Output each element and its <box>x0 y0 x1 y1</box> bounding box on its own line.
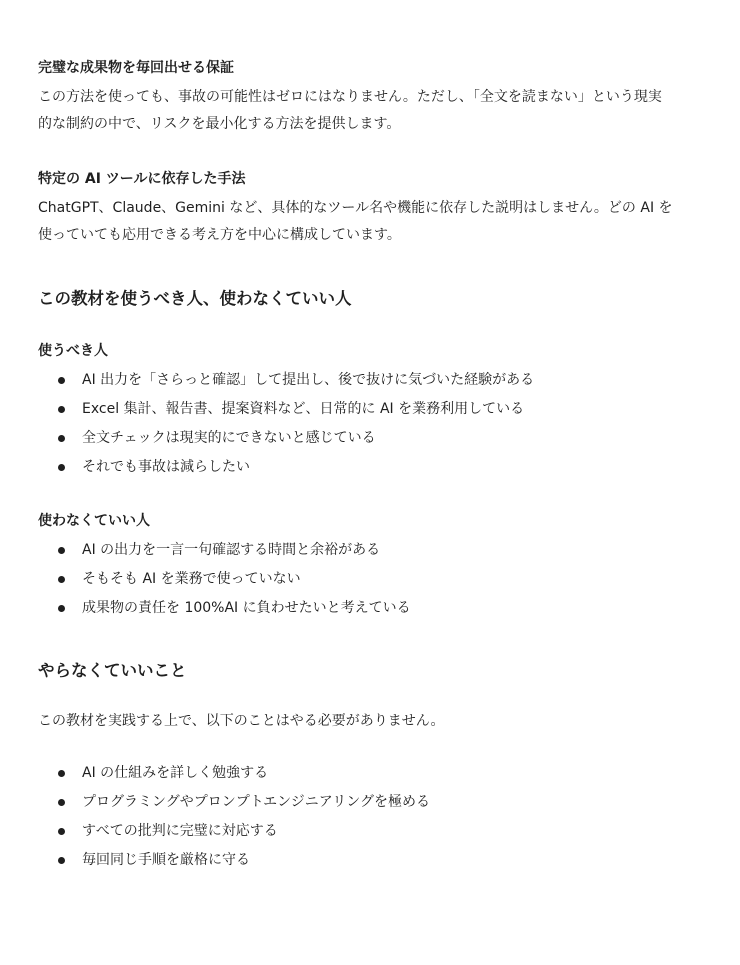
heading-who-should-use: この教材を使うべき人、使わなくていい人 <box>38 289 352 308</box>
heading-ai-tool-dependent: 特定の AI ツールに依存した手法 <box>38 171 246 187</box>
paragraph-perfect-guarantee <box>38 84 714 138</box>
list-item: そもそも AI を業務で使っていない <box>0 565 740 594</box>
paragraph-line: 使っていても応用できる考え方を中心に構成しています。 <box>38 227 401 243</box>
list-item: 全文チェックは現実的にできないと感じている <box>0 424 740 453</box>
paragraph-line: この教材を実践する上で、以下のことはやる必要がありません。 <box>38 713 445 729</box>
heading-not-needed: やらなくていいこと <box>38 661 187 680</box>
bullet-icon <box>58 576 65 583</box>
should-not-use-list <box>0 536 740 623</box>
list-item: AI 出力を「さらっと確認」して提出し、後で抜けに気づいた経験がある <box>0 366 740 395</box>
list-item: AI の出力を一言一句確認する時間と余裕がある <box>0 536 740 565</box>
bullet-icon <box>58 377 65 384</box>
list-item: AI の仕組みを詳しく勉強する <box>0 759 740 788</box>
heading-perfect-guarantee: 完璧な成果物を毎回出せる保証 <box>38 60 234 76</box>
list-item: プログラミングやプロンプトエンジニアリングを極める <box>0 788 740 817</box>
list-item: すべての批判に完璧に対応する <box>0 817 740 846</box>
heading-should-use: 使うべき人 <box>38 343 108 359</box>
bullet-icon <box>58 406 65 413</box>
paragraph-ai-tool-dependent <box>38 195 714 249</box>
bullet-icon <box>58 857 65 864</box>
bullet-icon <box>58 770 65 777</box>
bullet-icon <box>58 547 65 554</box>
bullet-icon <box>58 435 65 442</box>
paragraph-line: ChatGPT、Claude、Gemini など、具体的なツール名や機能に依存した説明はしません。どの AI を <box>38 200 673 216</box>
should-use-list <box>0 366 740 482</box>
paragraph-line: 的な制約の中で、リスクを最小化する方法を提供します。 <box>38 116 401 132</box>
list-item: 成果物の責任を 100%AI に負わせたいと考えている <box>0 594 740 623</box>
list-item: それでも事故は減らしたい <box>0 453 740 482</box>
bullet-icon <box>58 828 65 835</box>
paragraph-not-needed-intro <box>38 708 714 735</box>
bullet-icon <box>58 464 65 471</box>
not-needed-list <box>0 759 740 875</box>
bullet-icon <box>58 799 65 806</box>
list-item: Excel 集計、報告書、提案資料など、日常的に AI を業務利用している <box>0 395 740 424</box>
list-item: 毎回同じ手順を厳格に守る <box>0 846 740 875</box>
bullet-icon <box>58 605 65 612</box>
paragraph-line: この方法を使っても、事故の可能性はゼロにはなりません。ただし、「全文を読まない」という現実 <box>38 89 662 105</box>
heading-should-not-use: 使わなくていい人 <box>38 513 150 529</box>
